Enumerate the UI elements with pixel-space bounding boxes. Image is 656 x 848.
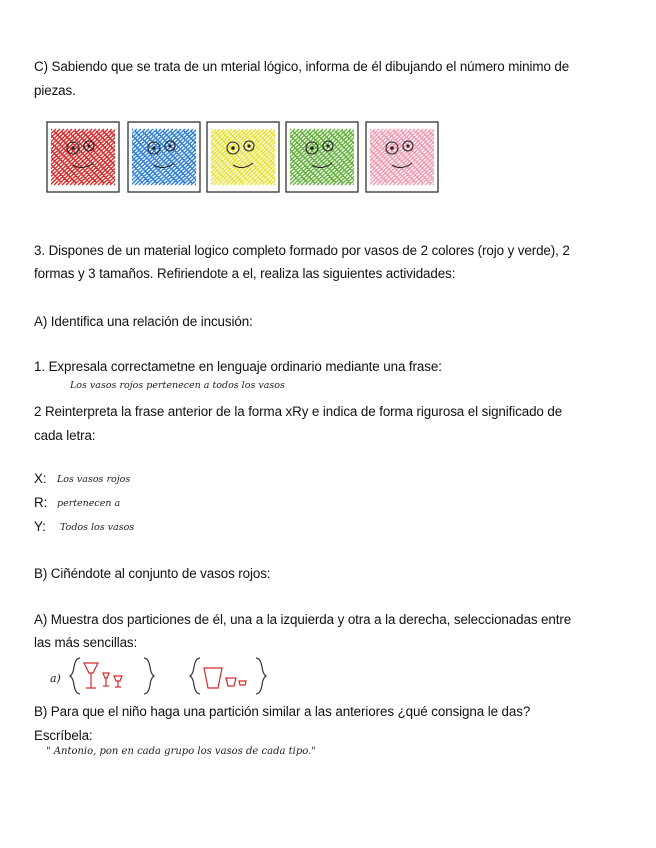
a-muestra-line2: las más sencillas: bbox=[34, 635, 138, 650]
y-label: Y: bbox=[34, 519, 46, 534]
item1-text: 1. Expresala correctametne en lenguaje ordinario mediante una frase: bbox=[34, 359, 442, 374]
right-pupil bbox=[247, 144, 250, 147]
item2-line1: 2 Reinterpreta la frase anterior de la forma xRy e indica de forma rigurosa el significado de bbox=[34, 404, 563, 419]
left-pupil bbox=[71, 146, 75, 150]
b-cinendote: B) Ciñéndote al conjunto de vasos rojos: bbox=[34, 566, 271, 581]
left-pupil bbox=[310, 146, 314, 150]
right-pupil bbox=[87, 144, 90, 147]
red-face-piece bbox=[46, 121, 120, 193]
x-label: X: bbox=[34, 471, 47, 486]
piece-scribble bbox=[127, 129, 201, 185]
right-brace-close bbox=[256, 658, 266, 694]
section-c-line2: piezas. bbox=[34, 83, 76, 98]
left-brace-open bbox=[70, 658, 80, 694]
item1-answer: Los vasos rojos pertenecen a todos los vasos bbox=[70, 380, 285, 391]
green-face-piece bbox=[285, 121, 359, 193]
x-answer: Los vasos rojos bbox=[57, 474, 131, 485]
piece-scribble bbox=[46, 129, 120, 185]
q3-line1: 3. Dispones de un material logico completo formado por vasos de 2 colores (rojo y verde), 2 bbox=[34, 243, 570, 258]
piece-scribble bbox=[206, 129, 280, 185]
left-pupil bbox=[231, 146, 235, 150]
y-answer: Todos los vasos bbox=[60, 522, 135, 533]
right-pupil bbox=[406, 144, 409, 147]
r-answer: pertenecen a bbox=[57, 498, 121, 509]
right-pupil bbox=[168, 144, 171, 147]
piece-scribble bbox=[285, 129, 359, 185]
item2-line2: cada letra: bbox=[34, 428, 96, 443]
piece-scribble bbox=[365, 129, 439, 185]
r-label: R: bbox=[34, 495, 48, 510]
partition-answer-label: a) bbox=[50, 672, 61, 685]
q3-line2: formas y 3 tamaños. Refiriendote a el, realiza las siguientes actividades: bbox=[34, 266, 456, 281]
b-nino-line1: B) Para que el niño haga una partición similar a las anteriores ¿qué consigna le das? bbox=[34, 704, 531, 719]
b-nino-answer: " Antonio, pon en cada grupo los vasos de cada tipo." bbox=[46, 746, 316, 757]
blue-face-piece bbox=[127, 121, 201, 193]
left-pupil bbox=[390, 146, 394, 150]
right-pupil bbox=[326, 144, 329, 147]
left-brace-close bbox=[144, 658, 154, 694]
partitions-drawing bbox=[66, 654, 276, 698]
b-nino-line2: Escríbela: bbox=[34, 728, 93, 743]
right-brace-open bbox=[190, 658, 200, 694]
left-pupil bbox=[152, 146, 156, 150]
a-identifica: A) Identifica una relación de incusión: bbox=[34, 314, 253, 329]
section-c-line1: C) Sabiendo que se trata de un mterial lógico, informa de él dibujando el número minimo de bbox=[34, 59, 570, 74]
pink-face-piece bbox=[365, 121, 439, 193]
red-stem-glasses bbox=[84, 663, 122, 688]
red-tumblers bbox=[204, 668, 246, 688]
yellow-face-piece bbox=[206, 121, 280, 193]
a-muestra-line1: A) Muestra dos particiones de él, una a la izquierda y otra a la derecha, seleccionadas entre bbox=[34, 612, 572, 627]
